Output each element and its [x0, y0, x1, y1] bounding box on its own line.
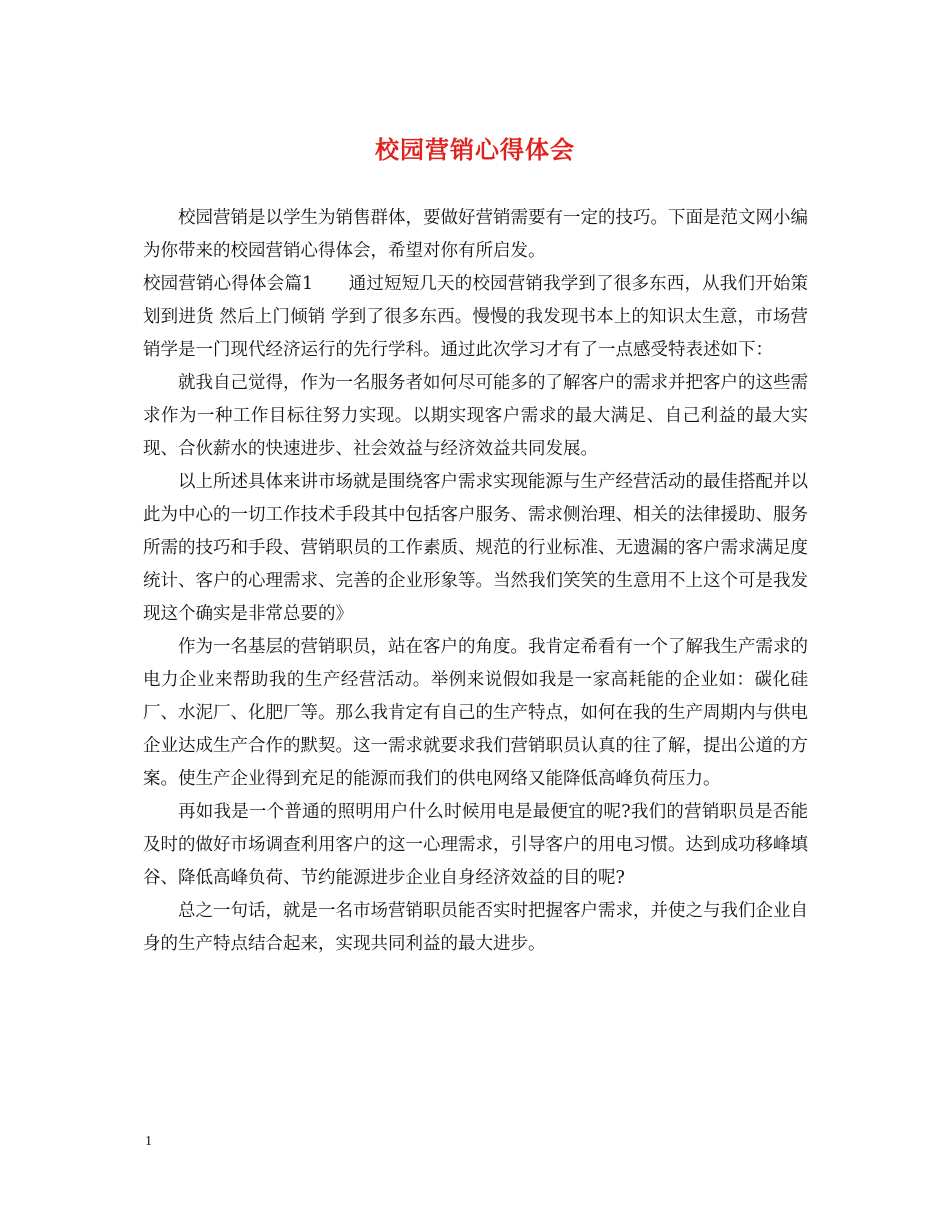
- paragraph: 作为一名基层的营销职员，站在客户的角度。我肯定希看有一个了解我生产需求的电力企业来帮助我的生产经营活动。举例来说假如我是一家高耗能的企业如：碳化硅厂、水泥厂、化肥厂等。那么我肯定有自己的生产特点，如何在我的生产周期内与供电企业达成生产合作的默契。这一需求就要求我们营销职员认真的往了解，提出公道的方案。使生产企业得到充足的能源而我们的供电网络又能降低高峰负荷压力。: [143, 637, 808, 789]
- page-number: 1: [145, 1134, 152, 1149]
- paragraph-article-1: 校园营销心得体会篇1 通过短短几天的校园营销我学到了很多东西，从我们开始策划到进货 然后上门倾销 学到了很多东西。慢慢的我发现书本上的知识太生意，市场营销学是一门现代经济运行的先行学科。通过此次学习才有了一点感受特表述如下：: [143, 274, 808, 360]
- paragraph: 就我自己觉得，作为一名服务者如何尽可能多的了解客户的需求并把客户的这些需求作为一种工作目标往努力实现。以期实现客户需求的最大满足、自己利益的最大实现、合伙薪水的快速进步、社会效益与经济效益共同发展。: [143, 373, 808, 459]
- document-body: [143, 202, 808, 961]
- paragraph-intro: 校园营销是以学生为销售群体，要做好营销需要有一定的技巧。下面是范文网小编为你带来的校园营销心得体会，希望对你有所启发。: [143, 208, 808, 261]
- document-title: 校园营销心得体会: [375, 135, 575, 164]
- paragraph-conclusion: 总之一句话，就是一名市场营销职员能否实时把握客户需求，并使之与我们企业自身的生产特点结合起来，实现共同利益的最大进步。: [143, 901, 808, 954]
- paragraph: 再如我是一个普通的照明用户什么时候用电是最便宜的呢?我们的营销职员是否能及时的做好市场调查利用客户的这一心理需求，引导客户的用电习惯。达到成功移峰填谷、降低高峰负荷、节约能源进步企业自身经济效益的目的呢?: [143, 802, 808, 888]
- paragraph: 以上所述具体来讲市场就是围绕客户需求实现能源与生产经营活动的最佳搭配并以此为中心的一切工作技术手段其中包括客户服务、需求侧治理、相关的法律援助、服务所需的技巧和手段、营销职员的工作素质、规范的行业标准、无遗漏的客户需求满足度统计、客户的心理需求、完善的企业形象等。当然我们笑笑的生意用不上这个可是我发现这个确实是非常总要的》: [143, 472, 808, 624]
